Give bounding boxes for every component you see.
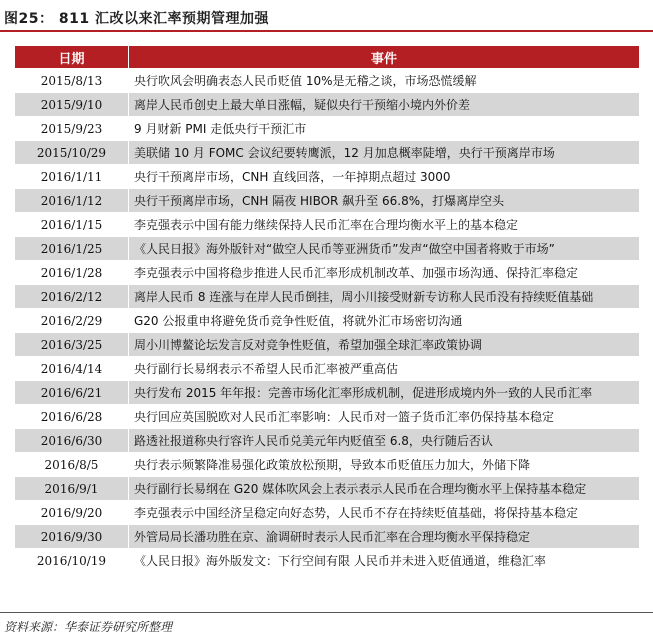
table-row [15, 453, 640, 477]
row-date: 2016/6/21 [15, 381, 129, 405]
footer-divider [0, 612, 653, 613]
table-row [15, 525, 640, 549]
row-date: 2015/9/10 [15, 93, 129, 117]
row-event: 路透社报道称央行容许人民币兑美元年内贬值至 6.8，央行随后否认 [129, 429, 640, 453]
row-date: 2016/1/25 [15, 237, 129, 261]
row-event: 央行发布 2015 年年报：完善市场化汇率形成机制，促进形成境内外一致的人民币汇率 [129, 381, 640, 405]
row-event: 外管局局长潘功胜在京、渝调研时表示人民币汇率在合理均衡水平保持稳定 [129, 525, 640, 549]
row-date: 2015/10/29 [15, 141, 129, 165]
table-row [15, 285, 640, 309]
table-row [15, 549, 640, 573]
row-date: 2015/8/13 [15, 69, 129, 93]
row-event: 李克强表示中国将稳步推进人民币汇率形成机制改革、加强市场沟通、保持汇率稳定 [129, 261, 640, 285]
row-event: 李克强表示中国有能力继续保持人民币汇率在合理均衡水平上的基本稳定 [129, 213, 640, 237]
table-row [15, 333, 640, 357]
row-date: 2016/3/25 [15, 333, 129, 357]
row-event: 央行吹风会明确表态人民币贬值 10%是无稽之谈，市场恐慌缓解 [129, 69, 640, 93]
row-event: 央行干预离岸市场，CNH 直线回落，一年掉期点超过 3000 [129, 165, 640, 189]
events-table [14, 45, 640, 573]
row-date: 2016/6/28 [15, 405, 129, 429]
row-event: 离岸人民币 8 连涨与在岸人民币倒挂，周小川接受财新专访称人民币没有持续贬值基础 [129, 285, 640, 309]
row-date: 2016/9/1 [15, 477, 129, 501]
table-row [15, 117, 640, 141]
table-row [15, 189, 640, 213]
row-date: 2016/1/28 [15, 261, 129, 285]
table-body [15, 69, 640, 573]
row-date: 2016/9/30 [15, 525, 129, 549]
table-row [15, 501, 640, 525]
table-row [15, 213, 640, 237]
table-row [15, 405, 640, 429]
source-note: 资料来源：华泰证券研究所整理 [4, 620, 173, 634]
row-event: 9 月财新 PMI 走低央行干预汇市 [129, 117, 640, 141]
row-date: 2016/1/12 [15, 189, 129, 213]
figure-title: 图25： 811 汇改以来汇率预期管理加强 [4, 11, 269, 27]
table-row [15, 357, 640, 381]
row-event: G20 公报重申将避免货币竞争性贬值，将就外汇市场密切沟通 [129, 309, 640, 333]
table-header-row [15, 46, 640, 69]
header-date: 日期 [15, 46, 129, 69]
row-event: 离岸人民币创史上最大单日涨幅，疑似央行干预缩小境内外价差 [129, 93, 640, 117]
row-date: 2016/8/5 [15, 453, 129, 477]
title-divider [0, 30, 653, 32]
row-date: 2016/2/29 [15, 309, 129, 333]
table-row [15, 261, 640, 285]
table-row [15, 381, 640, 405]
row-event: 周小川博鳌论坛发言反对竞争性贬值，希望加强全球汇率政策协调 [129, 333, 640, 357]
row-date: 2016/4/14 [15, 357, 129, 381]
table-row [15, 477, 640, 501]
row-event: 央行干预离岸市场，CNH 隔夜 HIBOR 飙升至 66.8%，打爆离岸空头 [129, 189, 640, 213]
row-date: 2016/1/11 [15, 165, 129, 189]
row-date: 2016/6/30 [15, 429, 129, 453]
row-event: 李克强表示中国经济呈稳定向好态势，人民币不存在持续贬值基础，将保持基本稳定 [129, 501, 640, 525]
table-row [15, 141, 640, 165]
row-date: 2015/9/23 [15, 117, 129, 141]
table-row [15, 429, 640, 453]
row-date: 2016/2/12 [15, 285, 129, 309]
row-date: 2016/1/15 [15, 213, 129, 237]
row-event: 《人民日报》海外版发文：下行空间有限 人民币并未进入贬值通道，维稳汇率 [129, 549, 640, 573]
table-row [15, 165, 640, 189]
table-row [15, 93, 640, 117]
row-event: 《人民日报》海外版针对“做空人民币等亚洲货币”发声“做空中国者将败于市场” [129, 237, 640, 261]
header-event: 事件 [129, 46, 640, 69]
row-event: 央行副行长易纲在 G20 媒体吹风会上表示表示人民币在合理均衡水平上保持基本稳定 [129, 477, 640, 501]
table-row [15, 237, 640, 261]
row-date: 2016/10/19 [15, 549, 129, 573]
table-row [15, 69, 640, 93]
row-event: 央行回应英国脱欧对人民币汇率影响：人民币对一篮子货币汇率仍保持基本稳定 [129, 405, 640, 429]
table-row [15, 309, 640, 333]
row-event: 美联储 10 月 FOMC 会议纪要转鹰派，12 月加息概率陡增，央行干预离岸市场 [129, 141, 640, 165]
row-event: 央行表示频繁降准易强化政策放松预期，导致本币贬值压力加大，外储下降 [129, 453, 640, 477]
row-date: 2016/9/20 [15, 501, 129, 525]
row-event: 央行副行长易纲表示不希望人民币汇率被严重高估 [129, 357, 640, 381]
